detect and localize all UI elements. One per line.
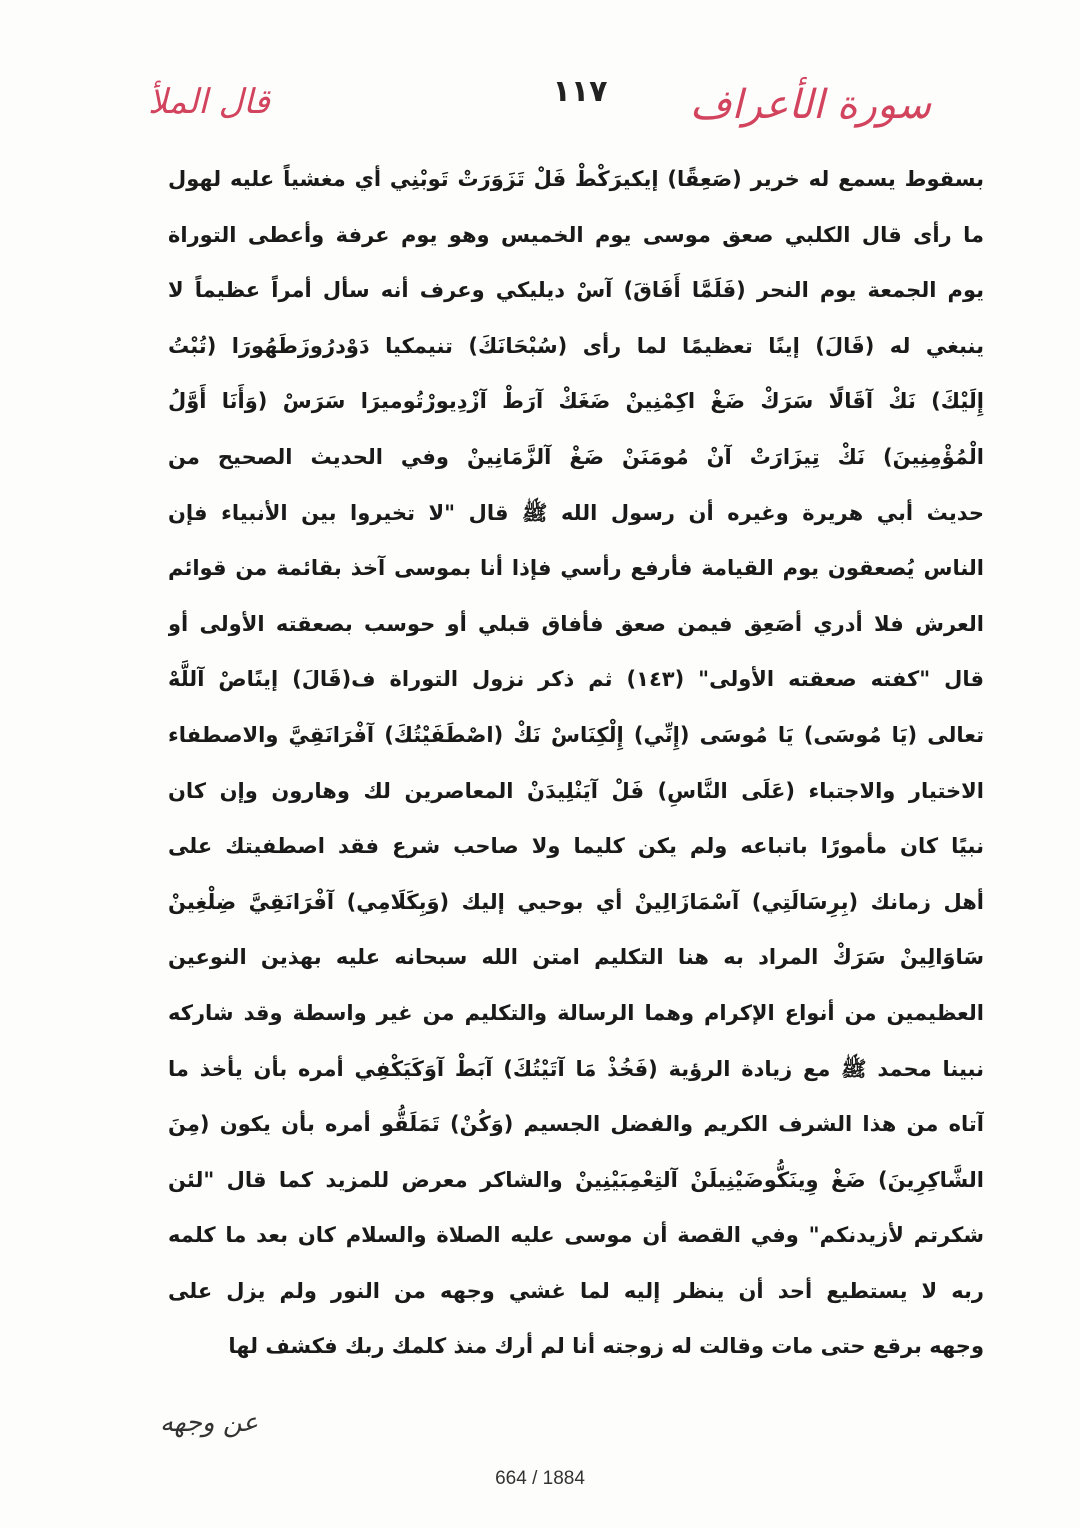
text-line: يوم الجمعة يوم النحر (فَلَمَّا أَفَاقَ) آسْ ديليكي وعرف أنه سأل أمراً عظيماً لا xyxy=(168,278,984,303)
text-line: نبيًا كان مأمورًا باتباعه ولم يكن كليما ولا صاحب شرع فقد اصطفيتك على xyxy=(168,834,984,859)
text-line: وجهه برقع حتى مات وقالت له زوجته أنا لم أرك منذ كلمك ربك فكشف لها xyxy=(228,1334,984,1359)
text-line: بسقوط يسمع له خرير (صَعِقًا) إيكيرَكْطْ فَلْ تَزَوَرَتْ تَوبْنِي أي مغشياً عليه لهول xyxy=(168,167,984,191)
catchword: عن وجهه xyxy=(160,1408,259,1438)
text-line: الْمُؤْمِنِينَ) نَكْ تِيزَارَتْ آنْ مُومَنَنْ ضَغْ آلزَّمَانِينْ وفي الحديث الصحيح من xyxy=(168,444,984,469)
text-line: الشَّاكِرِينَ) ضَغْ وِينَكُّوضَيْنِيلَنْ آلتِعْمِبَيْنِينْ والشاكر معرض للمزيد كما قال "لئن xyxy=(168,1167,984,1192)
text-line: العظيمين من أنواع الإكرام وهما الرسالة والتكليم من غير واسطة وقد شاركه xyxy=(168,1000,984,1025)
text-line: نبينا محمد ﷺ مع زيادة الرؤية (فَخُذْ مَا آتَيْتُكَ) آبَطْ آوَكَيَكْفِي أمره بأن يأخذ ما xyxy=(168,1056,984,1081)
text-line: حديث أبي هريرة وغيره أن رسول الله ﷺ قال "لا تخيروا بين الأنبياء فإن xyxy=(168,500,984,525)
section-annotation: قال الملأ xyxy=(148,82,270,122)
text-line: إِلَيْكَ) نَكْ آقَالًا سَرَكْ ضَغْ اكِمْنِينْ ضَغَكْ آرَطْ آزْدِيورْتُوميرَا سَرَسْ (وَأَنَا أَوَّلُ xyxy=(168,389,984,414)
text-line: العرش فلا أدري أصَعِق فيمن صعق فأفاق قبلي أو حوسب بصعقته الأولى أو xyxy=(168,611,984,636)
text-line: الاختيار والاجتباء (عَلَى النَّاسِ) فَلْ آيَنْلِيدَنْ المعاصرين لك وهارون وإن كان xyxy=(168,778,984,803)
text-line: تعالى (يَا مُوسَى) يَا مُوسَى (إِنِّي) إِلْكِنَاسْ نَكْ (اصْطَفَيْتُكَ) آفْرَانَقِيَّ والاصطفاء xyxy=(168,722,984,747)
text-line: سَاوَالِينْ سَرَكْ المراد به هنا التكليم امتن الله سبحانه عليه بهذين النوعين xyxy=(168,945,984,970)
text-line: ربه لا يستطيع أحد أن ينظر إليه لما غشي وجهه من النور ولم يزل على xyxy=(168,1278,984,1303)
text-line: آتاه من هذا الشرف الكريم والفضل الجسيم (وَكُنْ) تَمَلَقُّو أمره بأن يكون (مِنَ xyxy=(168,1112,984,1137)
text-line: ينبغي له (قَالَ) إينًا تعظيمًا لما رأى (سُبْحَانَكَ) تنيمكيا دَوْدرُوزَطَهُورَا (تُبْتُ xyxy=(168,333,984,358)
pdf-page-counter: 664 / 1884 xyxy=(495,1468,585,1489)
text-line: أهل زمانك (بِرِسَالَتِي) آسْمَازَالِينْ أي بوحيي إليك (وَبِكَلَامِي) آفْرَانَقِيَّ ضِلْغِينْ xyxy=(168,889,984,914)
text-line: ما رأى قال الكلبي صعق موسى يوم الخميس وهو يوم عرفة وأعطى التوراة xyxy=(168,222,984,247)
surah-name-annotation: سورة الأعراف xyxy=(690,82,932,128)
body-text xyxy=(168,152,984,1382)
text-line: قال "كفته صعقته الأولى" (١٤٣) ثم ذكر نزول التوراة ف(قَالَ) إينًاصْ آللَّهْ xyxy=(168,667,984,692)
text-line: شكرتم لأزيدنكم" وفي القصة أن موسى عليه الصلاة والسلام كان بعد ما كلمه xyxy=(168,1223,984,1248)
page-number: ١١٧ xyxy=(552,74,608,109)
text-line: الناس يُصعقون يوم القيامة فأرفع رأسي فإذا أنا بموسى آخذ بقائمة من قوائم xyxy=(168,556,984,581)
